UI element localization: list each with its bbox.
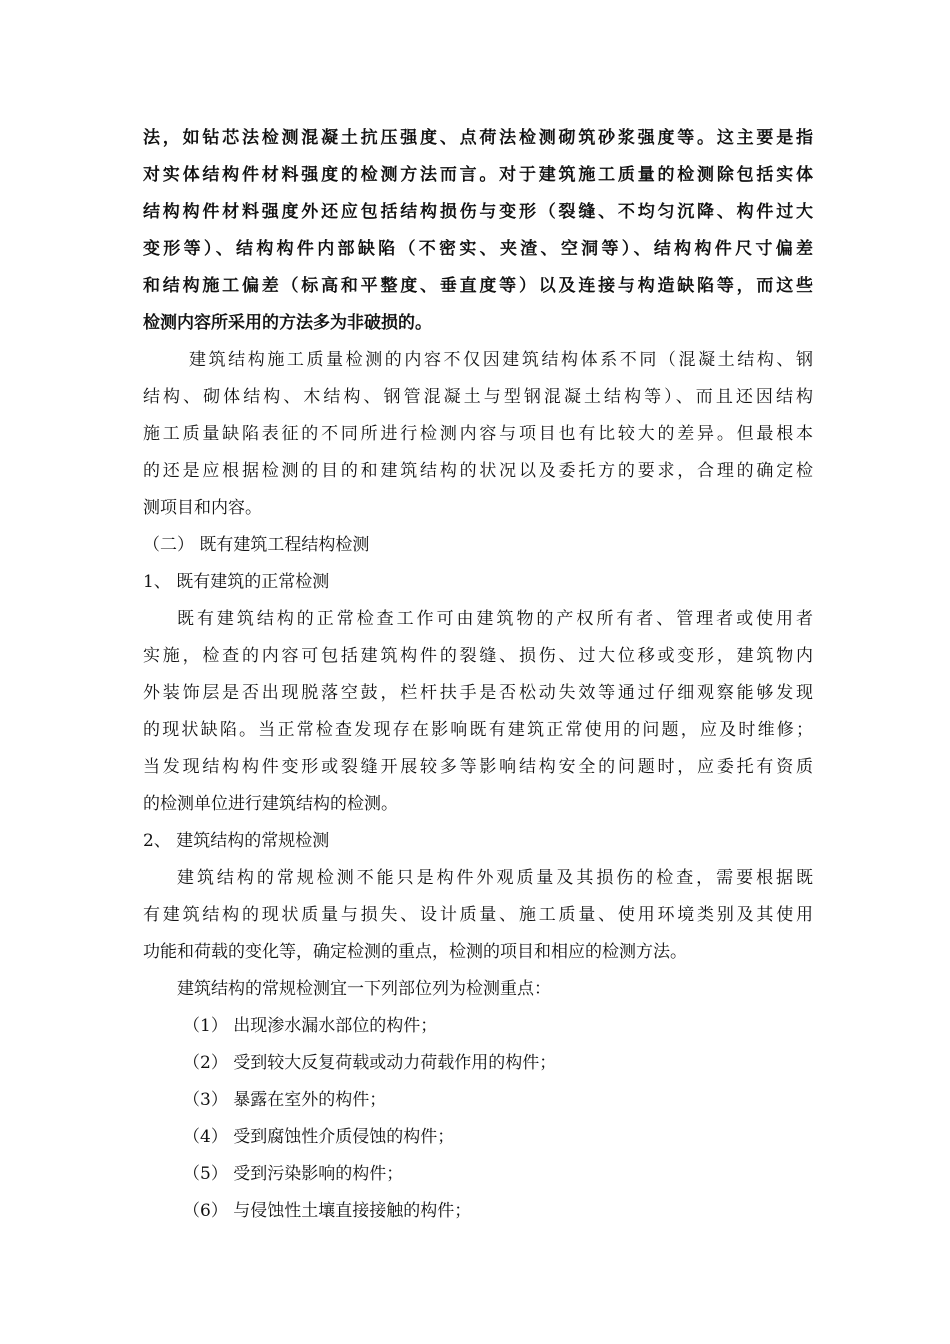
document-body <box>143 120 813 1230</box>
text-line: 的现状缺陷。当正常检查发现存在影响既有建筑正常使用的问题，应及时维修； <box>143 720 813 740</box>
list-item: （4） 受到腐蚀性介质侵蚀的构件； <box>183 1127 455 1147</box>
paragraph <box>143 342 813 527</box>
list-item: （2） 受到较大反复荷载或动力荷载作用的构件； <box>183 1053 557 1073</box>
text-line: 检测内容所采用的方法多为非破损的。 <box>143 313 432 333</box>
numbered-list <box>143 1008 813 1230</box>
subheading: 1、 既有建筑的正常检测 <box>143 572 330 592</box>
text-line: 和结构施工偏差（标高和平整度、垂直度等）以及连接与构造缺陷等，而这些 <box>143 276 813 296</box>
list-item: （3） 暴露在室外的构件； <box>183 1090 387 1110</box>
text-line: 既有建筑结构的正常检查工作可由建筑物的产权所有者、管理者或使用者 <box>177 609 813 629</box>
text-line: 当发现结构构件变形或裂缝开展较多等影响结构安全的问题时，应委托有资质 <box>143 757 813 777</box>
text-line: 有建筑结构的现状质量与损失、设计质量、施工质量、使用环境类别及其使用 <box>143 905 813 925</box>
text-line: 建筑结构的常规检测不能只是构件外观质量及其损伤的检查，需要根据既 <box>177 868 813 888</box>
text-line: 外装饰层是否出现脱落空鼓，栏杆扶手是否松动失效等通过仔细观察能够发现 <box>143 683 813 703</box>
text-line: 的还是应根据检测的目的和建筑结构的状况以及委托方的要求，合理的确定检 <box>143 461 813 481</box>
text-line: 结构、砌体结构、木结构、钢管混凝土与型钢混凝土结构等）、而且还因结构 <box>143 387 813 407</box>
section-heading: （二） 既有建筑工程结构检测 <box>143 535 370 555</box>
text-line: 对实体结构件材料强度的检测方法而言。对于建筑施工质量的检测除包括实体 <box>143 165 813 185</box>
paragraph: 建筑结构的常规检测宜一下列部位列为检测重点： <box>177 979 551 999</box>
bold-paragraph <box>143 120 813 342</box>
text-line: 测项目和内容。 <box>143 498 262 518</box>
text-line: 施工质量缺陷表征的不同所进行检测内容与项目也有比较大的差异。但最根本 <box>143 424 813 444</box>
text-line: 的检测单位进行建筑结构的检测。 <box>143 794 398 814</box>
list-item: （6） 与侵蚀性土壤直接接触的构件； <box>183 1201 472 1221</box>
list-item: （5） 受到污染影响的构件； <box>183 1164 404 1184</box>
text-line: 建筑结构施工质量检测的内容不仅因建筑结构体系不同（混凝土结构、钢 <box>189 350 813 370</box>
subheading: 2、 建筑结构的常规检测 <box>143 831 330 851</box>
text-line: 功能和荷载的变化等，确定检测的重点，检测的项目和相应的检测方法。 <box>143 942 687 962</box>
paragraph <box>143 601 813 823</box>
list-item: （1） 出现渗水漏水部位的构件； <box>183 1016 438 1036</box>
paragraph <box>143 860 813 971</box>
text-line: 结构构件材料强度外还应包括结构损伤与变形（裂缝、不均匀沉降、构件过大 <box>143 202 813 222</box>
text-line: 实施，检查的内容可包括建筑构件的裂缝、损伤、过大位移或变形，建筑物内 <box>143 646 813 666</box>
text-line: 法，如钻芯法检测混凝土抗压强度、点荷法检测砌筑砂浆强度等。这主要是指 <box>143 128 813 148</box>
text-line: 变形等）、结构构件内部缺陷（不密实、夹渣、空洞等）、结构构件尺寸偏差 <box>143 239 813 259</box>
